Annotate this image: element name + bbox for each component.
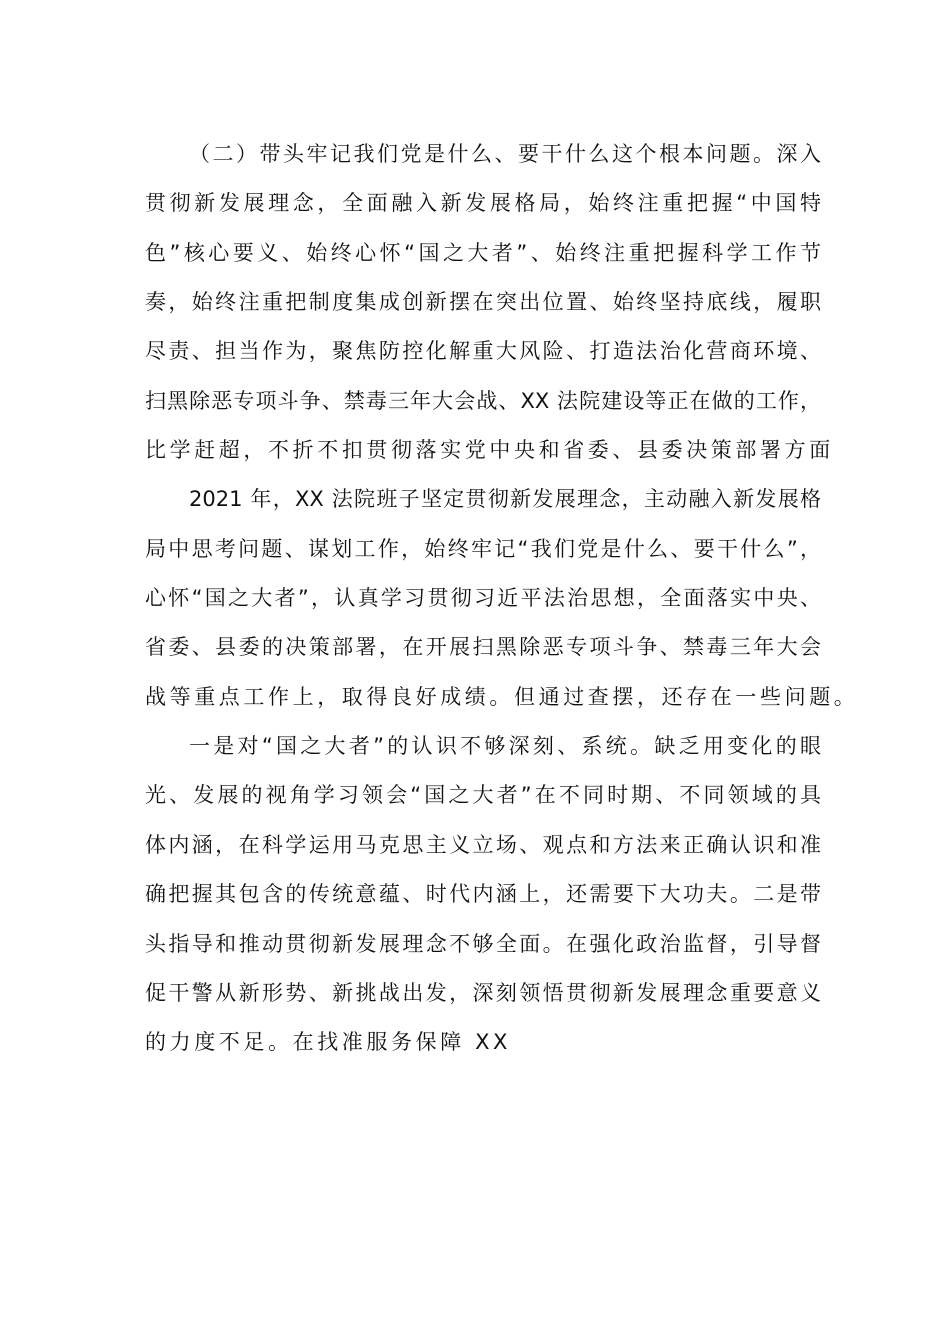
text-line: 比学赶超，不折不扣贯彻落实党中央和省委、县委决策部署方面	[145, 438, 834, 463]
document-body	[145, 130, 859, 1068]
text-line: 扫黑除恶专项斗争、禁毒三年大会战、XX 法院建设等正在做的工作，	[145, 388, 821, 413]
text-line: 尽责、担当作为，聚焦防控化解重大风险、打造法治化营商环境、	[145, 339, 821, 364]
text-line: 光、发展的视角学习领会“国之大者”在不同时期、不同领域的具	[145, 783, 821, 808]
text-line: 战等重点工作上，取得良好成绩。但通过查摆，还存在一些问题。	[145, 684, 859, 709]
text-line: 心怀“国之大者”，认真学习贯彻习近平法治思想，全面落实中央、	[145, 586, 821, 611]
text-line: 体内涵，在科学运用马克思主义立场、观点和方法来正确认识和准	[145, 832, 821, 857]
text-line: （二）带头牢记我们党是什么、要干什么这个根本问题。深入	[189, 142, 821, 166]
text-line: 贯彻新发展理念，全面融入新发展格局，始终注重把握“中国特	[145, 191, 821, 216]
text-line: 确把握其包含的传统意蕴、时代内涵上，还需要下大功夫。二是带	[145, 882, 821, 907]
text-line: 2021 年，XX 法院班子坚定贯彻新发展理念，主动融入新发展格	[189, 487, 821, 512]
text-line: 一是对“国之大者”的认识不够深刻、系统。缺乏用变化的眼	[189, 734, 821, 759]
text-line: 局中思考问题、谋划工作，始终牢记“我们党是什么、要干什么”，	[145, 536, 821, 561]
text-line: 奏，始终注重把制度集成创新摆在突出位置、始终坚持底线，履职	[145, 290, 821, 315]
paragraph-3	[145, 722, 821, 1067]
text-line: 色”核心要义、始终心怀“国之大者”、始终注重把握科学工作节	[145, 240, 821, 265]
text-line: 的力度不足。在找准服务保障 XX	[145, 1030, 512, 1055]
text-line: 省委、县委的决策部署，在开展扫黑除恶专项斗争、禁毒三年大会	[145, 635, 821, 660]
text-line: 促干警从新形势、新挑战出发，深刻领悟贯彻新发展理念重要意义	[145, 980, 821, 1005]
text-line: 头指导和推动贯彻新发展理念不够全面。在强化政治监督，引导督	[145, 931, 821, 956]
paragraph-1	[145, 130, 834, 475]
paragraph-2	[145, 475, 859, 722]
